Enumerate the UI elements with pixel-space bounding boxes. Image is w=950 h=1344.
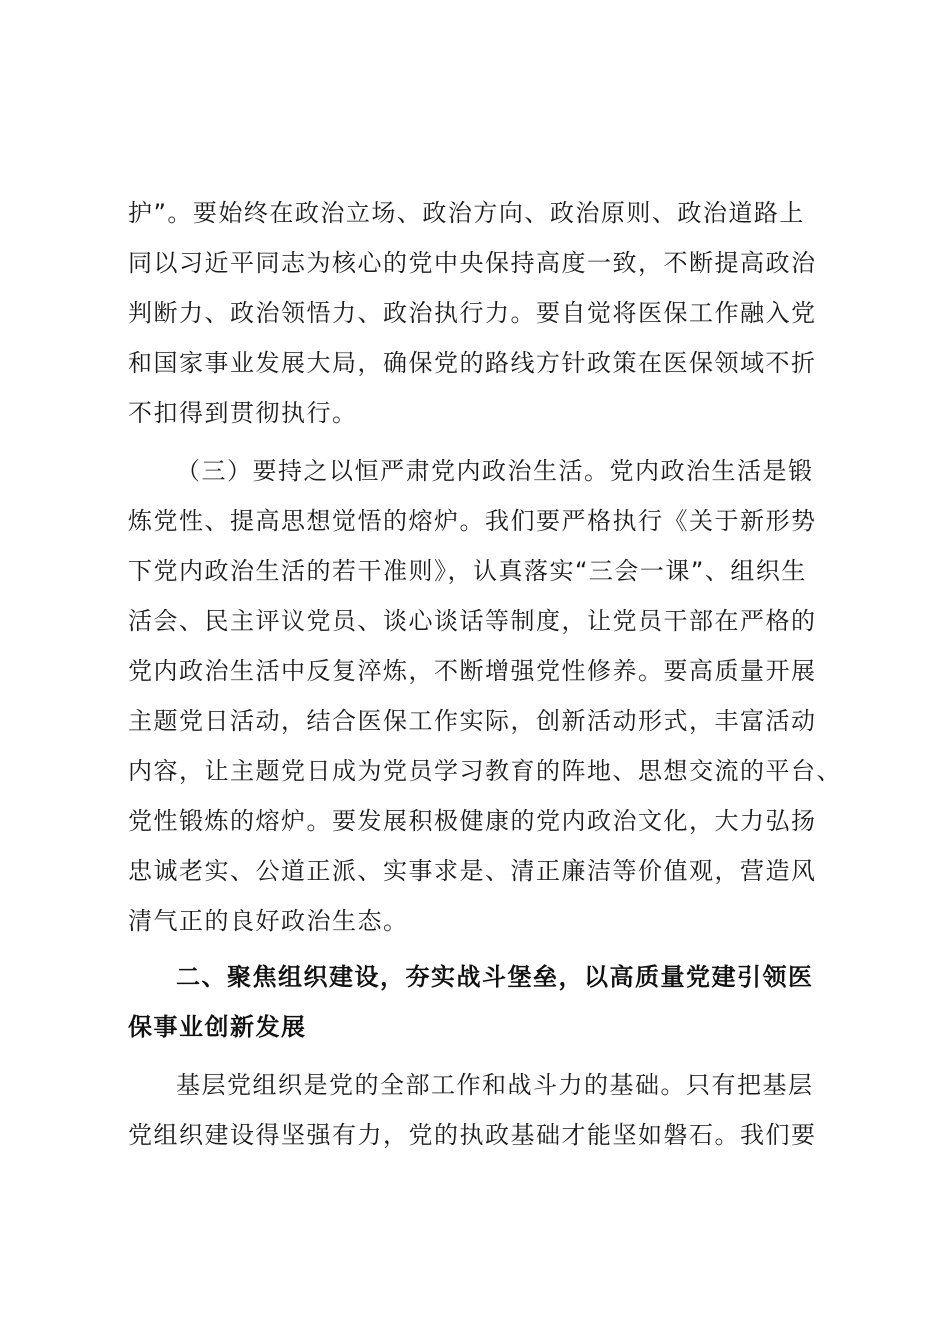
- body-text-line: 党内政治生活中反复淬炼，不断增强党性修养。要高质量开展: [128, 657, 817, 685]
- body-text-line: 炼党性、提高思想觉悟的熔炉。我们要严格执行《关于新形势: [128, 507, 817, 535]
- body-text-line: 忠诚老实、公道正派、实事求是、清正廉洁等价值观，营造风: [128, 857, 817, 885]
- body-text-line: 和国家事业发展大局，确保党的路线方针政策在医保领域不折: [128, 349, 817, 377]
- section-heading-three: （三）要持之以恒严肃党内政治生活。党内政治生活是锻: [176, 457, 814, 485]
- body-text-line: 基层党组织是党的全部工作和战斗力的基础。只有把基层: [176, 1071, 814, 1099]
- body-text-line: 同以习近平同志为核心的党中央保持高度一致，不断提高政治: [128, 249, 817, 277]
- body-text-line: 主题党日活动，结合医保工作实际，创新活动形式，丰富活动: [128, 707, 817, 735]
- section-heading-two-continued: 保事业创新发展: [128, 1013, 307, 1041]
- body-text-line: 护”。要始终在政治立场、政治方向、政治原则、政治道路上: [128, 199, 805, 227]
- body-text-line: 党性锻炼的熔炉。要发展积极健康的党内政治文化，大力弘扬: [128, 807, 817, 835]
- section-heading-two: 二、聚焦组织建设，夯实战斗堡垒，以高质量党建引领医: [176, 963, 814, 991]
- body-text-line: 判断力、政治领悟力、政治执行力。要自觉将医保工作融入党: [128, 299, 817, 327]
- body-text-line: 不扣得到贯彻执行。: [128, 399, 358, 427]
- body-text-line: 下党内政治生活的若干准则》，认真落实“三会一课”、组织生: [128, 557, 807, 585]
- body-text-line: 内容，让主题党日成为党员学习教育的阵地、思想交流的平台、: [128, 757, 842, 785]
- body-text-line: 活会、民主评议党员、谈心谈话等制度，让党员干部在严格的: [128, 607, 817, 635]
- body-text-line: 清气正的良好政治生态。: [128, 907, 409, 935]
- body-text-line: 党组织建设得坚强有力，党的执政基础才能坚如磐石。我们要: [128, 1121, 817, 1149]
